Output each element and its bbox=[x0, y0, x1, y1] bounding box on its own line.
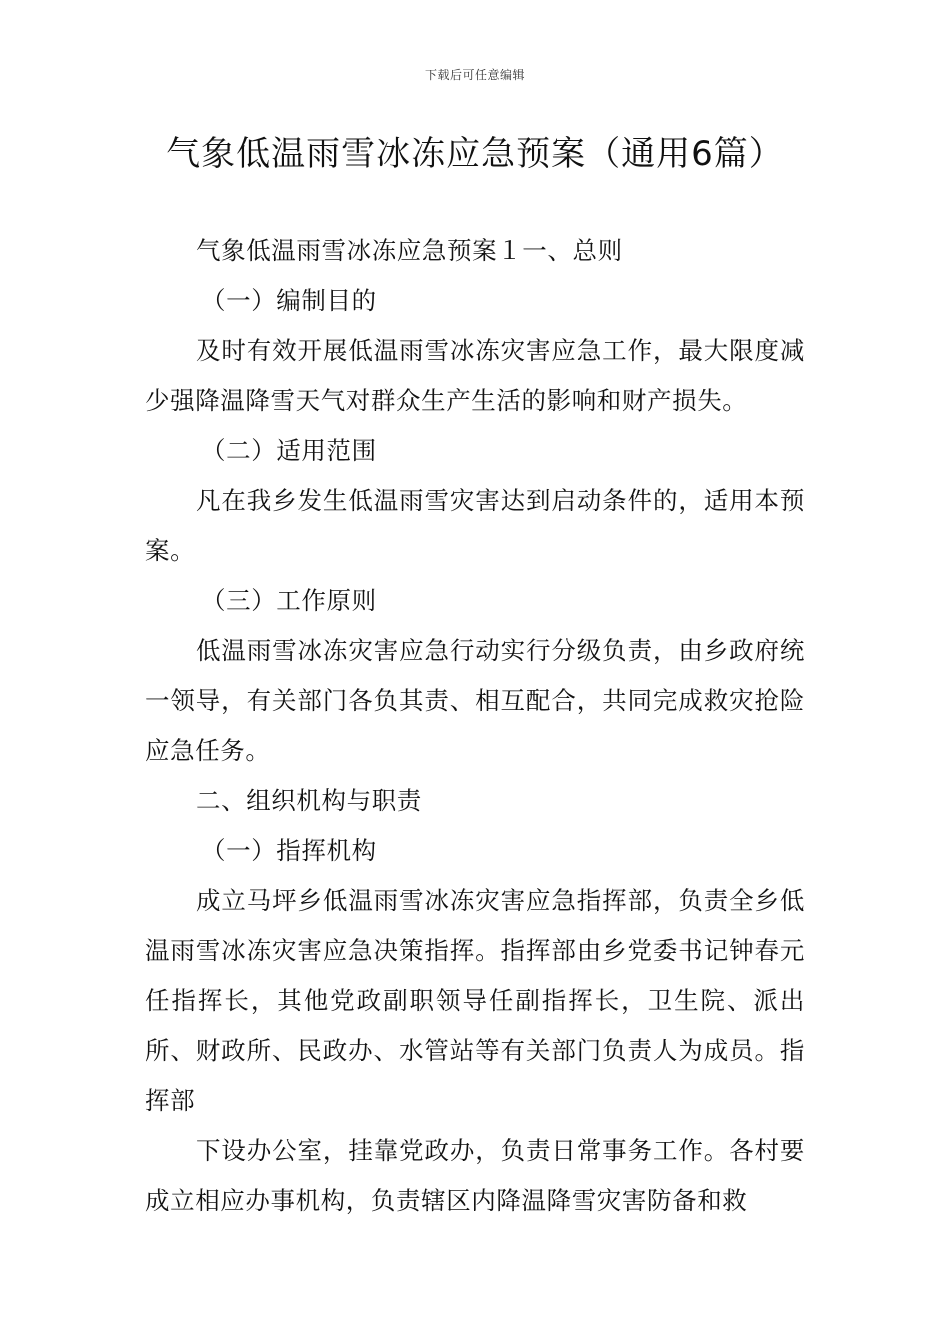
paragraph-command: 成立马坪乡低温雨雪冰冻灾害应急指挥部，负责全乡低温雨雪冰冻灾害应急决策指挥。指挥部由乡党委书记钟春元任指挥长，其他党政副职领导任副指挥长，卫生院、派出所、财政所、民政办、水管站等有关部门负责人为成员。指挥部 bbox=[145, 886, 805, 1115]
section-heading-scope: （二）适用范围 bbox=[201, 436, 377, 465]
paragraph-scope: 凡在我乡发生低温雨雪灾害达到启动条件的，适用本预案。 bbox=[145, 486, 805, 565]
section-heading-command: （一）指挥机构 bbox=[201, 836, 377, 865]
paragraph-principles: 低温雨雪冰冻灾害应急行动实行分级负责，由乡政府统一领导，有关部门各负其责、相互配合，共同完成救灾抢险应急任务。 bbox=[145, 636, 805, 765]
section-heading-principles: （三）工作原则 bbox=[201, 586, 377, 615]
paragraph-general-principles: 气象低温雨雪冰冻应急预案１一、总则 bbox=[196, 236, 623, 265]
section-heading-purpose: （一）编制目的 bbox=[201, 286, 377, 315]
document-title: 气象低温雨雪冰冻应急预案（通用6篇） bbox=[166, 134, 784, 174]
paragraph-purpose: 及时有效开展低温雨雪冰冻灾害应急工作，最大限度减少强降温降雪天气对群众生产生活的影响和财产损失。 bbox=[145, 336, 805, 415]
section-heading-organization: 二、组织机构与职责 bbox=[196, 786, 422, 815]
document-body bbox=[145, 226, 805, 1226]
header-note: 下载后可任意编辑 bbox=[424, 68, 525, 82]
paragraph-office: 下设办公室，挂靠党政办，负责日常事务工作。各村要成立相应办事机构，负责辖区内降温降雪灾害防备和救 bbox=[145, 1136, 805, 1215]
